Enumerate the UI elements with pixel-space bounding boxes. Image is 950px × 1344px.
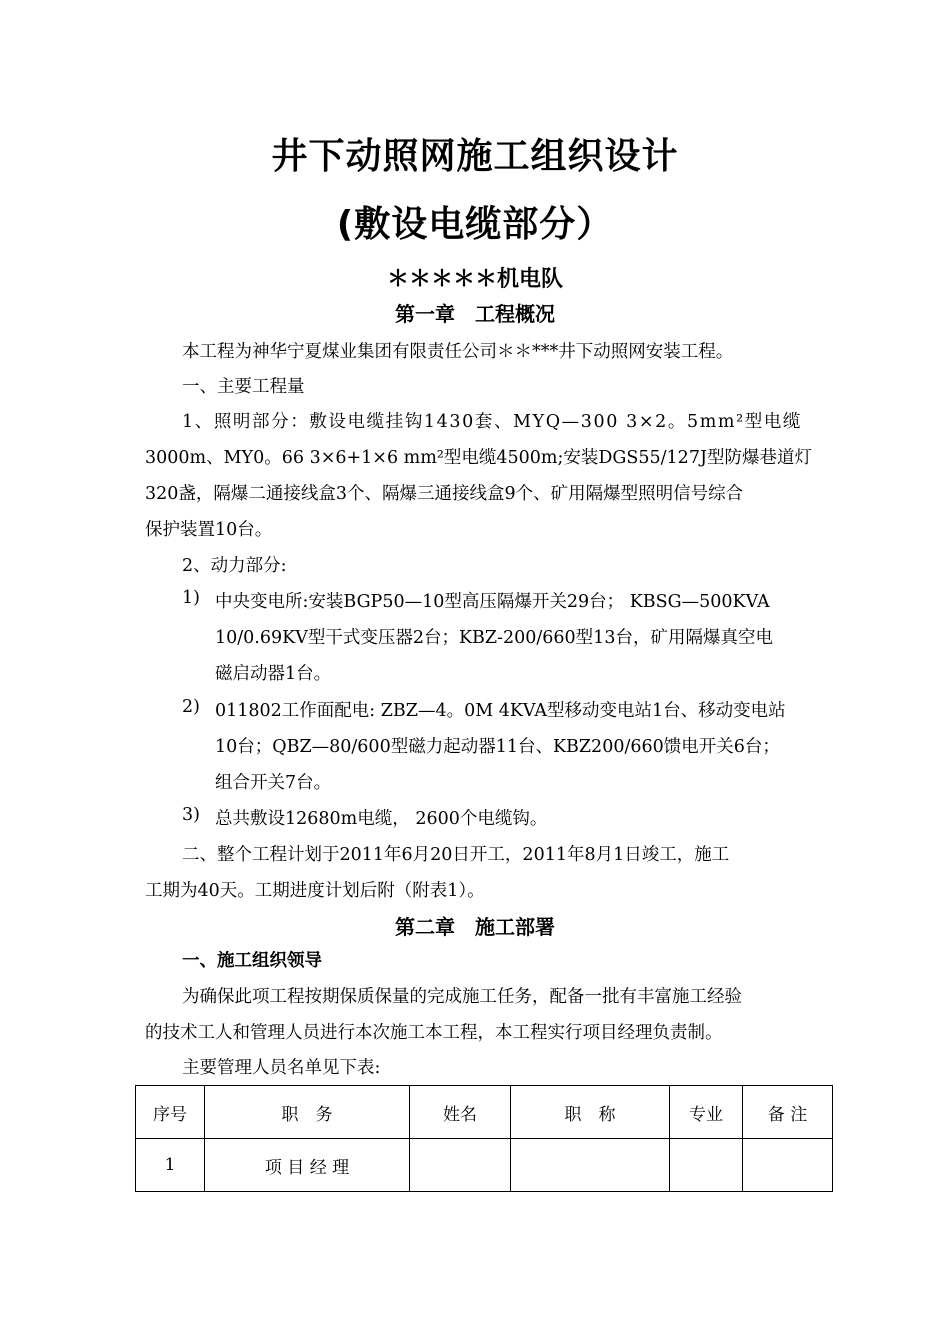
schedule-line: 工期为40天。工期进度计划后附（附表1）。 [145, 881, 485, 901]
power-item-line: 10台；QBZ—80/600型磁力起动器11台、KBZ200/660馈电开关6台； [215, 737, 780, 757]
table-cell [670, 1139, 743, 1192]
table-intro: 主要管理人员名单见下表: [182, 1058, 381, 1078]
section-organization-title: 一、施工组织领导 [182, 951, 322, 971]
chapter2-heading: 第二章 施工部署 [395, 915, 555, 939]
table-header-cell: 职 称 [511, 1086, 670, 1139]
power-item-line: 中央变电所:安装BGP50—10型高压隔爆开关29台； KBSG—500KVA [215, 592, 770, 612]
power-item-number: 1) [182, 588, 200, 608]
lighting-line: 1、照明部分：敷设电缆挂钩1430套、MYQ—300 3×2。5mm²型电缆 [182, 412, 803, 432]
table-header-cell: 专业 [670, 1086, 743, 1139]
organization-paragraph-line: 为确保此项工程按期保质保量的完成施工任务，配备一批有丰富施工经验 [182, 987, 742, 1007]
table-header-cell: 职 务 [205, 1086, 410, 1139]
power-item-number: 3) [182, 805, 200, 825]
lighting-line: 320盏，隔爆二通接线盒3个、隔爆三通接线盒9个、矿用隔爆型照明信号综合 [145, 484, 744, 504]
organization-name: ＊＊＊＊＊机电队 [386, 267, 563, 292]
power-item-line: 磁启动器1台。 [215, 664, 332, 684]
power-item-line: 组合开关7台。 [215, 773, 332, 793]
chapter1-heading: 第一章 工程概况 [395, 302, 555, 326]
table-cell [511, 1139, 670, 1192]
document-title: 井下动照网施工组织设计 [271, 136, 679, 177]
table-row [136, 1139, 833, 1192]
power-item-line: 总共敷设12680m电缆， 2600个电缆钩。 [215, 809, 548, 829]
power-item-number: 2) [182, 697, 200, 717]
table-cell [743, 1139, 833, 1192]
table-cell [410, 1139, 511, 1192]
power-item-line: 10/0.69KV型干式变压器2台；KBZ-200/660型13台，矿用隔爆真空电 [215, 628, 773, 648]
table-cell: 1 [136, 1139, 205, 1192]
staff-table [135, 1085, 833, 1192]
lighting-line: 保护装置10台。 [145, 520, 273, 540]
table-header-cell: 序号 [136, 1086, 205, 1139]
table-header-cell: 备 注 [743, 1086, 833, 1139]
power-item-line: 011802工作面配电: ZBZ—4。0M 4KVA型移动变电站1台、移动变电站 [215, 701, 786, 721]
chapter1-intro: 本工程为神华宁夏煤业集团有限责任公司＊＊***井下动照网安装工程。 [182, 342, 734, 362]
organization-paragraph-line: 的技术工人和管理人员进行本次施工本工程，本工程实行项目经理负责制。 [145, 1023, 723, 1043]
schedule-line: 二、整个工程计划于2011年6月20日开工，2011年8月1日竣工，施工 [182, 845, 730, 865]
table-header-row [136, 1086, 833, 1139]
power-section-title: 2、动力部分: [182, 556, 287, 576]
document-subtitle: (敷设电缆部分） [336, 204, 614, 245]
table-cell: 项 目 经 理 [205, 1139, 410, 1192]
table-header-cell: 姓名 [410, 1086, 511, 1139]
lighting-line: 3000m、MY0。66 3×6+1×6 mm²型电缆4500m;安装DGS55/127J型防爆巷道灯 [145, 448, 812, 468]
section-main-quantities-title: 一、主要工程量 [182, 377, 305, 397]
